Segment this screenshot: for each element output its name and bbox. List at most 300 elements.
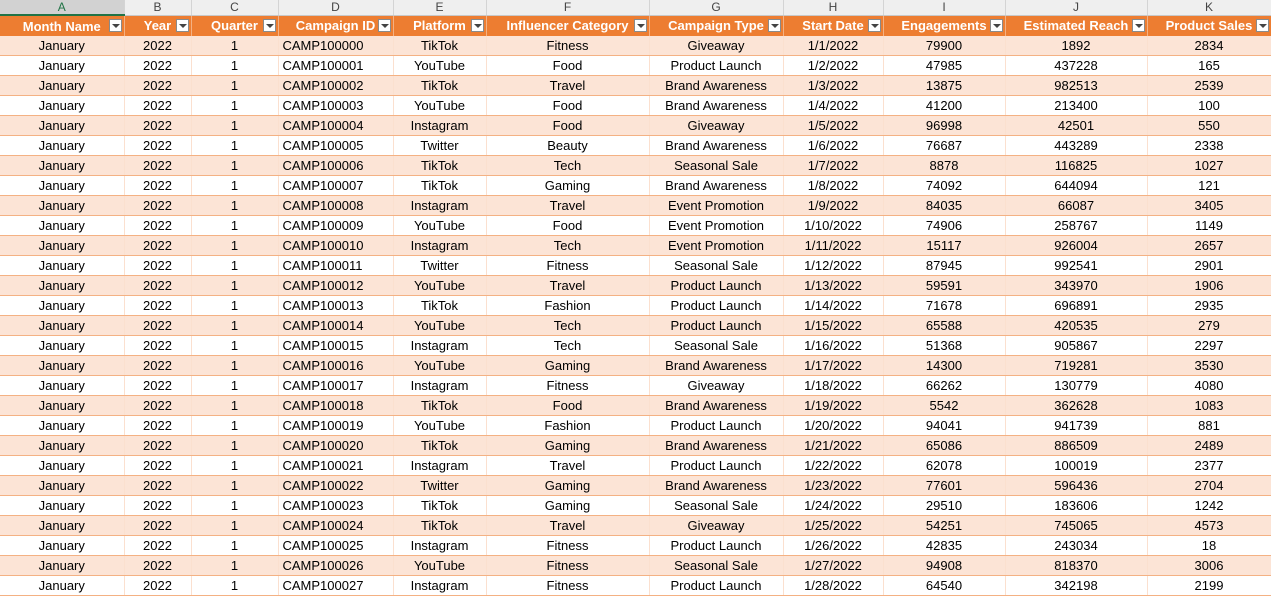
cell-campaign-type[interactable]: Brand Awareness: [649, 436, 783, 456]
cell-product-sales[interactable]: 2834: [1147, 36, 1271, 56]
cell-quarter[interactable]: 1: [191, 476, 278, 496]
cell-month-name[interactable]: January: [0, 416, 124, 436]
cell-engagements[interactable]: 5542: [883, 396, 1005, 416]
cell-campaign-type[interactable]: Product Launch: [649, 576, 783, 596]
cell-year[interactable]: 2022: [124, 116, 191, 136]
cell-estimated-reach[interactable]: 818370: [1005, 556, 1147, 576]
cell-start-date[interactable]: 1/15/2022: [783, 316, 883, 336]
cell-month-name[interactable]: January: [0, 96, 124, 116]
cell-platform[interactable]: YouTube: [393, 356, 486, 376]
cell-campaign-id[interactable]: CAMP100021: [278, 456, 393, 476]
cell-product-sales[interactable]: 2338: [1147, 136, 1271, 156]
cell-campaign-id[interactable]: CAMP100010: [278, 236, 393, 256]
cell-campaign-type[interactable]: Product Launch: [649, 416, 783, 436]
cell-estimated-reach[interactable]: 982513: [1005, 76, 1147, 96]
cell-quarter[interactable]: 1: [191, 56, 278, 76]
cell-estimated-reach[interactable]: 343970: [1005, 276, 1147, 296]
cell-influencer-category[interactable]: Tech: [486, 316, 649, 336]
cell-campaign-id[interactable]: CAMP100018: [278, 396, 393, 416]
cell-estimated-reach[interactable]: 926004: [1005, 236, 1147, 256]
cell-platform[interactable]: TikTok: [393, 36, 486, 56]
cell-year[interactable]: 2022: [124, 376, 191, 396]
cell-year[interactable]: 2022: [124, 256, 191, 276]
cell-campaign-type[interactable]: Product Launch: [649, 276, 783, 296]
cell-start-date[interactable]: 1/12/2022: [783, 256, 883, 276]
cell-product-sales[interactable]: 2935: [1147, 296, 1271, 316]
cell-estimated-reach[interactable]: 258767: [1005, 216, 1147, 236]
cell-product-sales[interactable]: 100: [1147, 96, 1271, 116]
cell-product-sales[interactable]: 2489: [1147, 436, 1271, 456]
cell-year[interactable]: 2022: [124, 556, 191, 576]
cell-influencer-category[interactable]: Tech: [486, 156, 649, 176]
cell-estimated-reach[interactable]: 905867: [1005, 336, 1147, 356]
cell-product-sales[interactable]: 4080: [1147, 376, 1271, 396]
cell-platform[interactable]: Instagram: [393, 456, 486, 476]
cell-estimated-reach[interactable]: 362628: [1005, 396, 1147, 416]
cell-month-name[interactable]: January: [0, 56, 124, 76]
cell-influencer-category[interactable]: Fitness: [486, 556, 649, 576]
cell-estimated-reach[interactable]: 992541: [1005, 256, 1147, 276]
cell-year[interactable]: 2022: [124, 496, 191, 516]
cell-start-date[interactable]: 1/24/2022: [783, 496, 883, 516]
cell-year[interactable]: 2022: [124, 216, 191, 236]
cell-influencer-category[interactable]: Food: [486, 96, 649, 116]
cell-influencer-category[interactable]: Fashion: [486, 416, 649, 436]
cell-month-name[interactable]: January: [0, 256, 124, 276]
cell-engagements[interactable]: 94908: [883, 556, 1005, 576]
cell-campaign-id[interactable]: CAMP100008: [278, 196, 393, 216]
cell-year[interactable]: 2022: [124, 316, 191, 336]
header-influencer-category[interactable]: [486, 15, 649, 36]
cell-year[interactable]: 2022: [124, 536, 191, 556]
header-product-sales[interactable]: [1147, 15, 1271, 36]
header-engagements[interactable]: [883, 15, 1005, 36]
cell-month-name[interactable]: January: [0, 76, 124, 96]
cell-product-sales[interactable]: 3530: [1147, 356, 1271, 376]
cell-year[interactable]: 2022: [124, 276, 191, 296]
cell-product-sales[interactable]: 165: [1147, 56, 1271, 76]
cell-year[interactable]: 2022: [124, 336, 191, 356]
cell-quarter[interactable]: 1: [191, 436, 278, 456]
cell-campaign-id[interactable]: CAMP100024: [278, 516, 393, 536]
cell-month-name[interactable]: January: [0, 136, 124, 156]
cell-engagements[interactable]: 51368: [883, 336, 1005, 356]
cell-engagements[interactable]: 14300: [883, 356, 1005, 376]
cell-year[interactable]: 2022: [124, 296, 191, 316]
cell-campaign-type[interactable]: Brand Awareness: [649, 76, 783, 96]
cell-campaign-id[interactable]: CAMP100001: [278, 56, 393, 76]
cell-platform[interactable]: Twitter: [393, 256, 486, 276]
cell-campaign-type[interactable]: Seasonal Sale: [649, 556, 783, 576]
cell-start-date[interactable]: 1/1/2022: [783, 36, 883, 56]
header-year[interactable]: [124, 15, 191, 36]
cell-estimated-reach[interactable]: 100019: [1005, 456, 1147, 476]
header-month-name[interactable]: [0, 15, 124, 36]
cell-influencer-category[interactable]: Beauty: [486, 136, 649, 156]
filter-dropdown-icon[interactable]: [634, 19, 647, 32]
cell-engagements[interactable]: 94041: [883, 416, 1005, 436]
cell-quarter[interactable]: 1: [191, 276, 278, 296]
cell-influencer-category[interactable]: Food: [486, 396, 649, 416]
cell-influencer-category[interactable]: Gaming: [486, 176, 649, 196]
cell-engagements[interactable]: 79900: [883, 36, 1005, 56]
cell-influencer-category[interactable]: Gaming: [486, 496, 649, 516]
cell-start-date[interactable]: 1/2/2022: [783, 56, 883, 76]
cell-month-name[interactable]: January: [0, 196, 124, 216]
cell-campaign-type[interactable]: Seasonal Sale: [649, 496, 783, 516]
cell-estimated-reach[interactable]: 183606: [1005, 496, 1147, 516]
cell-campaign-id[interactable]: CAMP100016: [278, 356, 393, 376]
cell-campaign-type[interactable]: Brand Awareness: [649, 136, 783, 156]
cell-month-name[interactable]: January: [0, 116, 124, 136]
cell-estimated-reach[interactable]: 745065: [1005, 516, 1147, 536]
cell-month-name[interactable]: January: [0, 316, 124, 336]
cell-campaign-type[interactable]: Brand Awareness: [649, 476, 783, 496]
cell-start-date[interactable]: 1/14/2022: [783, 296, 883, 316]
header-start-date[interactable]: [783, 15, 883, 36]
cell-month-name[interactable]: January: [0, 276, 124, 296]
cell-platform[interactable]: YouTube: [393, 216, 486, 236]
cell-estimated-reach[interactable]: 420535: [1005, 316, 1147, 336]
cell-start-date[interactable]: 1/18/2022: [783, 376, 883, 396]
cell-engagements[interactable]: 42835: [883, 536, 1005, 556]
cell-estimated-reach[interactable]: 1892: [1005, 36, 1147, 56]
cell-year[interactable]: 2022: [124, 196, 191, 216]
cell-month-name[interactable]: January: [0, 536, 124, 556]
cell-campaign-id[interactable]: CAMP100009: [278, 216, 393, 236]
cell-start-date[interactable]: 1/26/2022: [783, 536, 883, 556]
cell-platform[interactable]: TikTok: [393, 156, 486, 176]
cell-engagements[interactable]: 15117: [883, 236, 1005, 256]
cell-campaign-id[interactable]: CAMP100025: [278, 536, 393, 556]
cell-campaign-id[interactable]: CAMP100003: [278, 96, 393, 116]
cell-platform[interactable]: YouTube: [393, 96, 486, 116]
column-letter-e[interactable]: E: [393, 0, 486, 15]
cell-month-name[interactable]: January: [0, 356, 124, 376]
cell-start-date[interactable]: 1/5/2022: [783, 116, 883, 136]
cell-campaign-id[interactable]: CAMP100002: [278, 76, 393, 96]
cell-platform[interactable]: Instagram: [393, 336, 486, 356]
cell-product-sales[interactable]: 2704: [1147, 476, 1271, 496]
header-platform[interactable]: [393, 15, 486, 36]
cell-month-name[interactable]: January: [0, 576, 124, 596]
cell-platform[interactable]: TikTok: [393, 436, 486, 456]
cell-month-name[interactable]: January: [0, 296, 124, 316]
cell-estimated-reach[interactable]: 443289: [1005, 136, 1147, 156]
cell-year[interactable]: 2022: [124, 456, 191, 476]
cell-campaign-type[interactable]: Brand Awareness: [649, 356, 783, 376]
cell-estimated-reach[interactable]: 886509: [1005, 436, 1147, 456]
cell-start-date[interactable]: 1/23/2022: [783, 476, 883, 496]
cell-month-name[interactable]: January: [0, 336, 124, 356]
cell-product-sales[interactable]: 2539: [1147, 76, 1271, 96]
cell-month-name[interactable]: January: [0, 216, 124, 236]
cell-engagements[interactable]: 41200: [883, 96, 1005, 116]
cell-month-name[interactable]: January: [0, 156, 124, 176]
cell-quarter[interactable]: 1: [191, 556, 278, 576]
cell-estimated-reach[interactable]: 213400: [1005, 96, 1147, 116]
cell-product-sales[interactable]: 2901: [1147, 256, 1271, 276]
cell-engagements[interactable]: 65588: [883, 316, 1005, 336]
cell-campaign-type[interactable]: Giveaway: [649, 116, 783, 136]
cell-quarter[interactable]: 1: [191, 196, 278, 216]
cell-estimated-reach[interactable]: 719281: [1005, 356, 1147, 376]
filter-dropdown-icon[interactable]: [868, 19, 881, 32]
cell-platform[interactable]: Instagram: [393, 576, 486, 596]
cell-platform[interactable]: TikTok: [393, 176, 486, 196]
cell-year[interactable]: 2022: [124, 356, 191, 376]
cell-estimated-reach[interactable]: 644094: [1005, 176, 1147, 196]
cell-platform[interactable]: Instagram: [393, 536, 486, 556]
filter-dropdown-icon[interactable]: [1256, 19, 1269, 32]
cell-start-date[interactable]: 1/11/2022: [783, 236, 883, 256]
cell-estimated-reach[interactable]: 437228: [1005, 56, 1147, 76]
cell-campaign-id[interactable]: CAMP100013: [278, 296, 393, 316]
cell-engagements[interactable]: 71678: [883, 296, 1005, 316]
cell-influencer-category[interactable]: Gaming: [486, 476, 649, 496]
cell-product-sales[interactable]: 1906: [1147, 276, 1271, 296]
cell-product-sales[interactable]: 4573: [1147, 516, 1271, 536]
cell-platform[interactable]: Instagram: [393, 196, 486, 216]
cell-start-date[interactable]: 1/3/2022: [783, 76, 883, 96]
cell-campaign-id[interactable]: CAMP100014: [278, 316, 393, 336]
cell-quarter[interactable]: 1: [191, 356, 278, 376]
cell-start-date[interactable]: 1/21/2022: [783, 436, 883, 456]
cell-quarter[interactable]: 1: [191, 156, 278, 176]
cell-engagements[interactable]: 84035: [883, 196, 1005, 216]
header-campaign-type[interactable]: [649, 15, 783, 36]
cell-influencer-category[interactable]: Tech: [486, 236, 649, 256]
filter-dropdown-icon[interactable]: [768, 19, 781, 32]
cell-year[interactable]: 2022: [124, 476, 191, 496]
cell-quarter[interactable]: 1: [191, 496, 278, 516]
cell-engagements[interactable]: 66262: [883, 376, 1005, 396]
cell-month-name[interactable]: January: [0, 176, 124, 196]
cell-month-name[interactable]: January: [0, 436, 124, 456]
cell-start-date[interactable]: 1/16/2022: [783, 336, 883, 356]
cell-campaign-type[interactable]: Giveaway: [649, 516, 783, 536]
cell-month-name[interactable]: January: [0, 556, 124, 576]
cell-platform[interactable]: Twitter: [393, 136, 486, 156]
cell-campaign-type[interactable]: Product Launch: [649, 56, 783, 76]
cell-engagements[interactable]: 74906: [883, 216, 1005, 236]
cell-engagements[interactable]: 62078: [883, 456, 1005, 476]
cell-quarter[interactable]: 1: [191, 116, 278, 136]
cell-quarter[interactable]: 1: [191, 516, 278, 536]
cell-influencer-category[interactable]: Travel: [486, 196, 649, 216]
cell-campaign-type[interactable]: Giveaway: [649, 36, 783, 56]
cell-estimated-reach[interactable]: 66087: [1005, 196, 1147, 216]
cell-campaign-type[interactable]: Product Launch: [649, 536, 783, 556]
cell-engagements[interactable]: 76687: [883, 136, 1005, 156]
filter-dropdown-icon[interactable]: [263, 19, 276, 32]
cell-campaign-id[interactable]: CAMP100006: [278, 156, 393, 176]
cell-start-date[interactable]: 1/25/2022: [783, 516, 883, 536]
cell-engagements[interactable]: 77601: [883, 476, 1005, 496]
cell-start-date[interactable]: 1/10/2022: [783, 216, 883, 236]
cell-campaign-type[interactable]: Brand Awareness: [649, 96, 783, 116]
header-estimated-reach[interactable]: [1005, 15, 1147, 36]
cell-estimated-reach[interactable]: 42501: [1005, 116, 1147, 136]
cell-influencer-category[interactable]: Travel: [486, 456, 649, 476]
cell-platform[interactable]: Twitter: [393, 476, 486, 496]
cell-month-name[interactable]: January: [0, 36, 124, 56]
cell-start-date[interactable]: 1/17/2022: [783, 356, 883, 376]
cell-start-date[interactable]: 1/9/2022: [783, 196, 883, 216]
cell-platform[interactable]: Instagram: [393, 376, 486, 396]
header-campaign-id[interactable]: [278, 15, 393, 36]
cell-influencer-category[interactable]: Travel: [486, 76, 649, 96]
cell-start-date[interactable]: 1/27/2022: [783, 556, 883, 576]
cell-month-name[interactable]: January: [0, 476, 124, 496]
cell-campaign-id[interactable]: CAMP100000: [278, 36, 393, 56]
cell-product-sales[interactable]: 121: [1147, 176, 1271, 196]
cell-product-sales[interactable]: 2377: [1147, 456, 1271, 476]
filter-dropdown-icon[interactable]: [109, 19, 122, 32]
cell-start-date[interactable]: 1/8/2022: [783, 176, 883, 196]
cell-engagements[interactable]: 64540: [883, 576, 1005, 596]
cell-product-sales[interactable]: 1027: [1147, 156, 1271, 176]
cell-product-sales[interactable]: 550: [1147, 116, 1271, 136]
cell-campaign-id[interactable]: CAMP100020: [278, 436, 393, 456]
cell-year[interactable]: 2022: [124, 176, 191, 196]
cell-quarter[interactable]: 1: [191, 396, 278, 416]
cell-campaign-type[interactable]: Seasonal Sale: [649, 156, 783, 176]
cell-quarter[interactable]: 1: [191, 76, 278, 96]
cell-platform[interactable]: YouTube: [393, 316, 486, 336]
cell-engagements[interactable]: 65086: [883, 436, 1005, 456]
cell-influencer-category[interactable]: Fitness: [486, 36, 649, 56]
cell-quarter[interactable]: 1: [191, 36, 278, 56]
cell-year[interactable]: 2022: [124, 396, 191, 416]
column-letter-k[interactable]: K: [1147, 0, 1271, 15]
cell-estimated-reach[interactable]: 696891: [1005, 296, 1147, 316]
cell-engagements[interactable]: 96998: [883, 116, 1005, 136]
cell-quarter[interactable]: 1: [191, 576, 278, 596]
cell-estimated-reach[interactable]: 596436: [1005, 476, 1147, 496]
cell-platform[interactable]: TikTok: [393, 516, 486, 536]
cell-product-sales[interactable]: 2199: [1147, 576, 1271, 596]
cell-estimated-reach[interactable]: 243034: [1005, 536, 1147, 556]
cell-year[interactable]: 2022: [124, 416, 191, 436]
cell-influencer-category[interactable]: Fitness: [486, 256, 649, 276]
cell-influencer-category[interactable]: Food: [486, 116, 649, 136]
cell-campaign-id[interactable]: CAMP100004: [278, 116, 393, 136]
cell-platform[interactable]: TikTok: [393, 496, 486, 516]
cell-influencer-category[interactable]: Travel: [486, 276, 649, 296]
cell-start-date[interactable]: 1/6/2022: [783, 136, 883, 156]
cell-campaign-id[interactable]: CAMP100027: [278, 576, 393, 596]
column-letter-h[interactable]: H: [783, 0, 883, 15]
cell-campaign-id[interactable]: CAMP100026: [278, 556, 393, 576]
cell-product-sales[interactable]: 1242: [1147, 496, 1271, 516]
cell-quarter[interactable]: 1: [191, 296, 278, 316]
cell-platform[interactable]: Instagram: [393, 116, 486, 136]
cell-campaign-id[interactable]: CAMP100022: [278, 476, 393, 496]
cell-platform[interactable]: TikTok: [393, 76, 486, 96]
cell-campaign-type[interactable]: Giveaway: [649, 376, 783, 396]
cell-product-sales[interactable]: 1083: [1147, 396, 1271, 416]
cell-engagements[interactable]: 54251: [883, 516, 1005, 536]
column-letter-c[interactable]: C: [191, 0, 278, 15]
cell-campaign-type[interactable]: Product Launch: [649, 456, 783, 476]
cell-start-date[interactable]: 1/19/2022: [783, 396, 883, 416]
cell-quarter[interactable]: 1: [191, 216, 278, 236]
cell-campaign-type[interactable]: Seasonal Sale: [649, 336, 783, 356]
column-letter-g[interactable]: G: [649, 0, 783, 15]
cell-platform[interactable]: YouTube: [393, 276, 486, 296]
cell-quarter[interactable]: 1: [191, 136, 278, 156]
cell-year[interactable]: 2022: [124, 236, 191, 256]
cell-month-name[interactable]: January: [0, 376, 124, 396]
cell-year[interactable]: 2022: [124, 156, 191, 176]
column-letter-a[interactable]: A: [0, 0, 124, 15]
cell-influencer-category[interactable]: Fitness: [486, 576, 649, 596]
cell-engagements[interactable]: 47985: [883, 56, 1005, 76]
cell-start-date[interactable]: 1/13/2022: [783, 276, 883, 296]
cell-engagements[interactable]: 13875: [883, 76, 1005, 96]
cell-month-name[interactable]: January: [0, 236, 124, 256]
column-letter-f[interactable]: F: [486, 0, 649, 15]
cell-engagements[interactable]: 74092: [883, 176, 1005, 196]
cell-platform[interactable]: YouTube: [393, 56, 486, 76]
cell-influencer-category[interactable]: Gaming: [486, 436, 649, 456]
cell-year[interactable]: 2022: [124, 76, 191, 96]
cell-product-sales[interactable]: 2297: [1147, 336, 1271, 356]
cell-product-sales[interactable]: 18: [1147, 536, 1271, 556]
cell-platform[interactable]: TikTok: [393, 296, 486, 316]
cell-year[interactable]: 2022: [124, 36, 191, 56]
cell-influencer-category[interactable]: Fitness: [486, 536, 649, 556]
cell-influencer-category[interactable]: Food: [486, 56, 649, 76]
cell-quarter[interactable]: 1: [191, 376, 278, 396]
cell-campaign-type[interactable]: Brand Awareness: [649, 396, 783, 416]
cell-quarter[interactable]: 1: [191, 416, 278, 436]
cell-estimated-reach[interactable]: 130779: [1005, 376, 1147, 396]
cell-product-sales[interactable]: 3006: [1147, 556, 1271, 576]
filter-dropdown-icon[interactable]: [378, 19, 391, 32]
cell-product-sales[interactable]: 3405: [1147, 196, 1271, 216]
cell-quarter[interactable]: 1: [191, 456, 278, 476]
column-letter-b[interactable]: B: [124, 0, 191, 15]
cell-quarter[interactable]: 1: [191, 316, 278, 336]
column-letter-d[interactable]: D: [278, 0, 393, 15]
filter-dropdown-icon[interactable]: [176, 19, 189, 32]
cell-month-name[interactable]: January: [0, 456, 124, 476]
cell-campaign-id[interactable]: CAMP100015: [278, 336, 393, 356]
cell-month-name[interactable]: January: [0, 496, 124, 516]
filter-dropdown-icon[interactable]: [1132, 19, 1145, 32]
cell-month-name[interactable]: January: [0, 396, 124, 416]
cell-start-date[interactable]: 1/7/2022: [783, 156, 883, 176]
cell-quarter[interactable]: 1: [191, 176, 278, 196]
cell-platform[interactable]: Instagram: [393, 236, 486, 256]
cell-influencer-category[interactable]: Fashion: [486, 296, 649, 316]
cell-platform[interactable]: YouTube: [393, 556, 486, 576]
filter-dropdown-icon[interactable]: [471, 19, 484, 32]
cell-estimated-reach[interactable]: 342198: [1005, 576, 1147, 596]
filter-dropdown-icon[interactable]: [990, 19, 1003, 32]
cell-engagements[interactable]: 87945: [883, 256, 1005, 276]
cell-quarter[interactable]: 1: [191, 536, 278, 556]
cell-platform[interactable]: TikTok: [393, 396, 486, 416]
cell-campaign-id[interactable]: CAMP100005: [278, 136, 393, 156]
cell-product-sales[interactable]: 1149: [1147, 216, 1271, 236]
column-letter-i[interactable]: I: [883, 0, 1005, 15]
cell-influencer-category[interactable]: Tech: [486, 336, 649, 356]
cell-estimated-reach[interactable]: 941739: [1005, 416, 1147, 436]
cell-month-name[interactable]: January: [0, 516, 124, 536]
